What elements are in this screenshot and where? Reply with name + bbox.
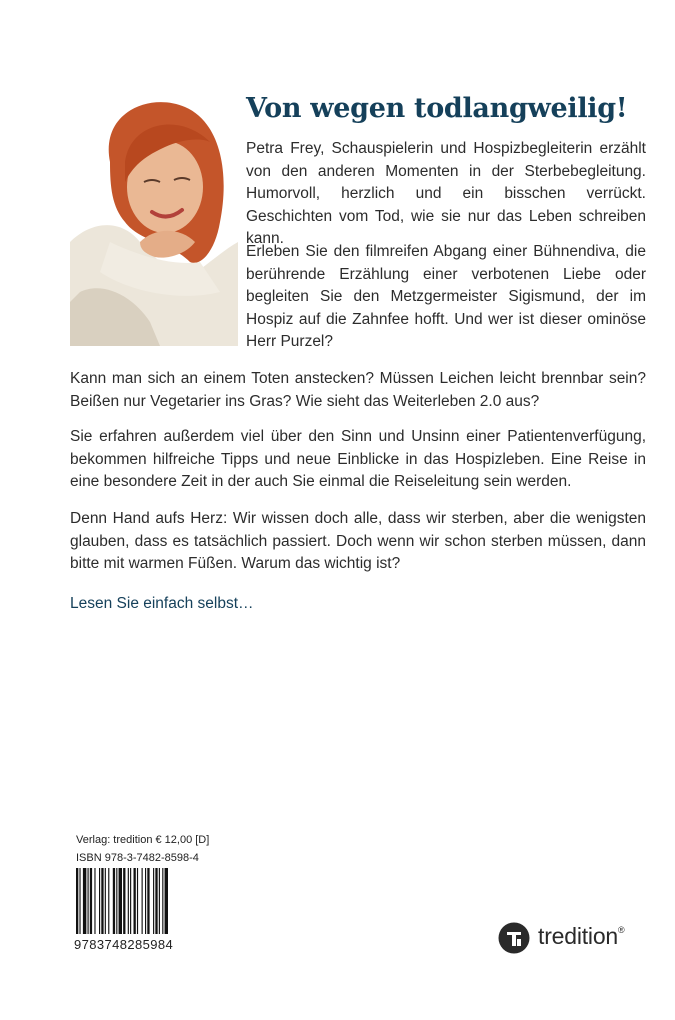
barcode-bar [94,868,95,934]
ean-number: 9783748285984 [74,937,174,952]
barcode-bar [116,868,117,934]
barcode-bar [147,868,149,934]
barcode-bar [142,868,143,934]
barcode-bar [165,868,168,934]
barcode-bar [90,868,92,934]
barcode-bar [145,868,146,934]
isbn-line: ISBN 978-3-7482-8598-4 [76,852,199,864]
author-portrait [70,92,238,346]
stories-paragraph: Erleben Sie den filmreifen Abgang einer Bühnendiva, die berührende Erzählung einer verbotenen Liebe oder begleiten Sie den Metzgermeister Sigismund, der im Hospiz auf die Zahnfee hofft. Und wer ist dieser ominöse Herr Purzel? [246,243,646,350]
barcode-bar [101,868,103,934]
barcode-bar [159,868,160,934]
barcode-bar [79,868,80,934]
barcode-bar [108,868,109,934]
barcode-bar [119,868,122,934]
barcode-bar [128,868,129,934]
publisher-price-line: Verlag: tredition € 12,00 [D] [76,834,210,846]
headline: Von wegen todlangweilig! [246,93,628,124]
barcode-bar [76,868,78,934]
barcode-bar [137,868,138,934]
logo-name: tredition [538,923,619,949]
barcode-bar [88,868,89,934]
registered-mark: ® [618,925,625,935]
barcode-bar [113,868,115,934]
questions-paragraph: Kann man sich an einem Toten anstecken? Müssen Leichen leicht brennbar sein? Beißen nur Vegetarier ins Gras? Wie sieht das Weiterleben 2.0 aus? [70,370,646,410]
publisher-logo [498,922,658,956]
barcode-bar [153,868,154,934]
barcode [76,868,194,934]
barcode-bar [134,868,136,934]
read-yourself-tagline: Lesen Sie einfach selbst… [70,595,254,612]
logo-wordmark [538,923,624,950]
barcode-bar [130,868,131,934]
tredition-logo-icon [498,922,530,954]
barcode-bar [105,868,106,934]
barcode-bar [162,868,163,934]
hand-on-heart-paragraph: Denn Hand aufs Herz: Wir wissen doch alle, dass wir sterben, aber die wenigsten glauben, dass es tatsächlich passiert. Doch wenn wir schon sterben müssen, dann bitte mit warmen Füßen. Warum das wichtig ist? [70,510,646,572]
barcode-bar [123,868,125,934]
barcode-bar [155,868,157,934]
barcode-bar [83,868,86,934]
intro-paragraph: Petra Frey, Schauspielerin und Hospizbegleiterin erzählt von den anderen Momenten in der Sterbebegleitung. Humorvoll, herzlich und ein bisschen verrückt. Geschichten vom Tod, wie sie nur das Leben schreiben kann. [246,140,646,247]
barcode-bar [99,868,100,934]
topics-paragraph: Sie erfahren außerdem viel über den Sinn und Unsinn einer Patientenverfügung, bekommen hilfreiche Tipps und neue Einblicke in das Hospizleben. Eine Reise in eine besondere Zeit in der auch Sie einmal die Reiseleitung sein werden. [70,428,646,490]
